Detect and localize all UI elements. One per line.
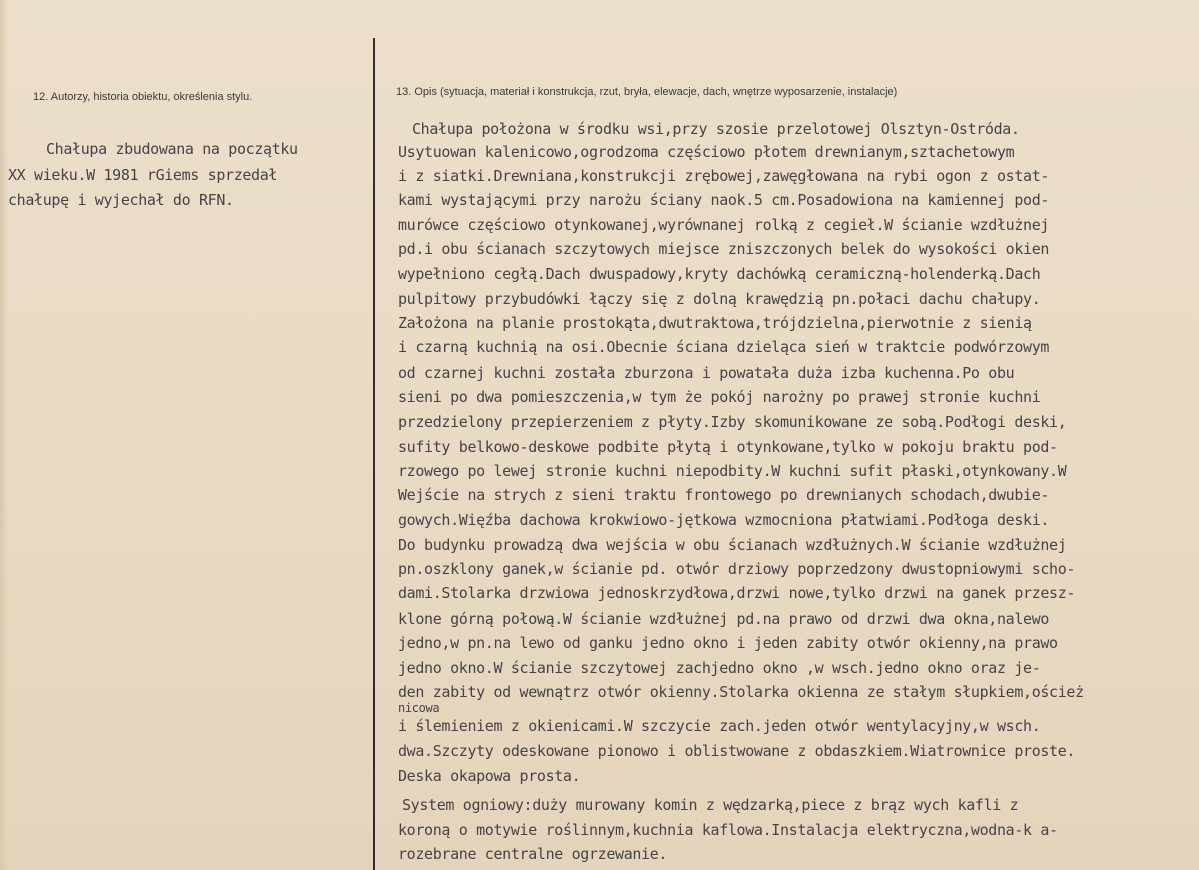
right-text-line: Do budynku prowadzą dwa wejścia w obu ścianach wzdłużnych.W ścianie wzdłużnej [398, 536, 1067, 554]
right-text-line: wypełniono cegłą.Dach dwuspadowy,kryty dachówką ceramiczną-holenderką.Dach [398, 265, 1041, 283]
right-text-line: i z siatki.Drewniana,konstrukcji zrębowej,zawęgłowana na rybi ogon z ostat- [398, 167, 1050, 185]
right-text-line: koroną o motywie roślinnym,kuchnia kaflowa.Instalacja elektryczna,wodna-k a- [398, 821, 1058, 839]
right-text-line: Założona na planie prostokąta,dwutraktowa,trójdzielna,pierwotnie z sienią [398, 314, 1032, 332]
right-text-line: den zabity od wewnątrz otwór okienny.Stolarka okienna ze stałym słupkiem,oścież [398, 683, 1084, 701]
right-text-line: Chałupa położona w środku wsi,przy szosie przelotowej Olsztyn-Ostróda. [412, 120, 1020, 138]
left-text-line: Chałupa zbudowana na początku [46, 140, 298, 158]
interlinear-note: nicowa [398, 701, 440, 715]
right-text-line: i czarną kuchnią na osi.Obecnie ściana dzieląca sień w traktcie podwórzowym [398, 338, 1050, 356]
right-text-line: Wejście na strych z sieni traktu frontowego po drewnianych schodach,dwubie- [398, 486, 1050, 504]
right-text-line: gowych.Więźba dachowa krokwiowo-jętkowa wzmocniona płatwiami.Podłoga deski. [398, 511, 1050, 529]
right-text-line: jedno,w pn.na lewo od ganku jedno okno i jeden zabity otwór okienny,na prawo [398, 634, 1058, 652]
right-text-line: dwa.Szczyty odeskowane pionowo i oblistwowane z obdaszkiem.Wiatrownice proste. [398, 742, 1076, 760]
right-text-line: rozebrane centralne ogrzewanie. [398, 845, 668, 863]
right-text-line: od czarnej kuchni została zburzona i powatała duża izba kuchenna.Po obu [398, 364, 1015, 382]
right-column-text [398, 120, 1188, 870]
left-column-text [8, 140, 368, 220]
section-12-header: 12. Autorzy, historia obiektu, określenia stylu. [33, 91, 253, 103]
right-text-line: Deska okapowa prosta. [398, 767, 581, 785]
right-text-line: jedno okno.W ścianie szczytowej zachjedno okno ,w wsch.jedno okno oraz je- [398, 659, 1041, 677]
right-text-line: sufity belkowo-deskowe podbite płytą i otynkowane,tylko w pokoju braktu pod- [398, 438, 1058, 456]
right-text-line: przedzielony przepierzeniem z płyty.Izby skomunikowane ze sobą.Podłogi deski, [398, 413, 1067, 431]
right-text-line: pn.oszklony ganek,w ścianie pd. otwór drziowy poprzedzony dwustopniowymi scho- [398, 560, 1076, 578]
right-text-line: dami.Stolarka drzwiowa jednoskrzydłowa,drzwi nowe,tylko drzwi na ganek przesz- [398, 584, 1076, 602]
right-text-line: pd.i obu ścianach szczytowych miejsce zniszczonych belek do wysokości okien [398, 240, 1050, 258]
section-13-header: 13. Opis (sytuacja, materiał i konstrukcja, rzut, bryła, elewacje, dach, wnętrze wyposarzenie, instalacje) [396, 86, 898, 98]
right-text-line: i ślemieniem z okienicami.W szczycie zach.jeden otwór wentylacyjny,w wsch. [398, 717, 1041, 735]
left-text-line: chałupę i wyjechał do RFN. [8, 191, 234, 209]
right-text-line: murówce częściowo otynkowanej,wyrównanej rolką z cegieł.W ścianie wzdłużnej [398, 216, 1050, 234]
right-text-line: pulpitowy przybudówki łączy się z dolną krawędzią pn.połaci dachu chałupy. [398, 290, 1041, 308]
right-text-line: Usytuowan kalenicowo,ogrodzoma częściowo płotem drewnianym,sztachetowym [398, 143, 1015, 161]
right-text-line: sieni po dwa pomieszczenia,w tym że pokój narożny po prawej stronie kuchni [398, 388, 1041, 406]
right-text-line: System ogniowy:duży murowany komin z wędzarką,piece z brąz wych kafli z [402, 796, 1019, 814]
column-divider [373, 38, 375, 870]
right-text-line: rzowego po lewej stronie kuchni niepodbity.W kuchni sufit płaski,otynkowany.W [398, 462, 1067, 480]
right-text-line: klone górną połową.W ścianie wzdłużnej pd.na prawo od drzwi dwa okna,nalewo [398, 610, 1050, 628]
right-text-line: kami wystającymi przy narożu ściany naok.5 cm.Posadowiona na kamiennej pod- [398, 191, 1050, 209]
left-text-line: XX wieku.W 1981 rGiems sprzedał [8, 166, 278, 184]
page-edge-shadow [0, 0, 8, 870]
